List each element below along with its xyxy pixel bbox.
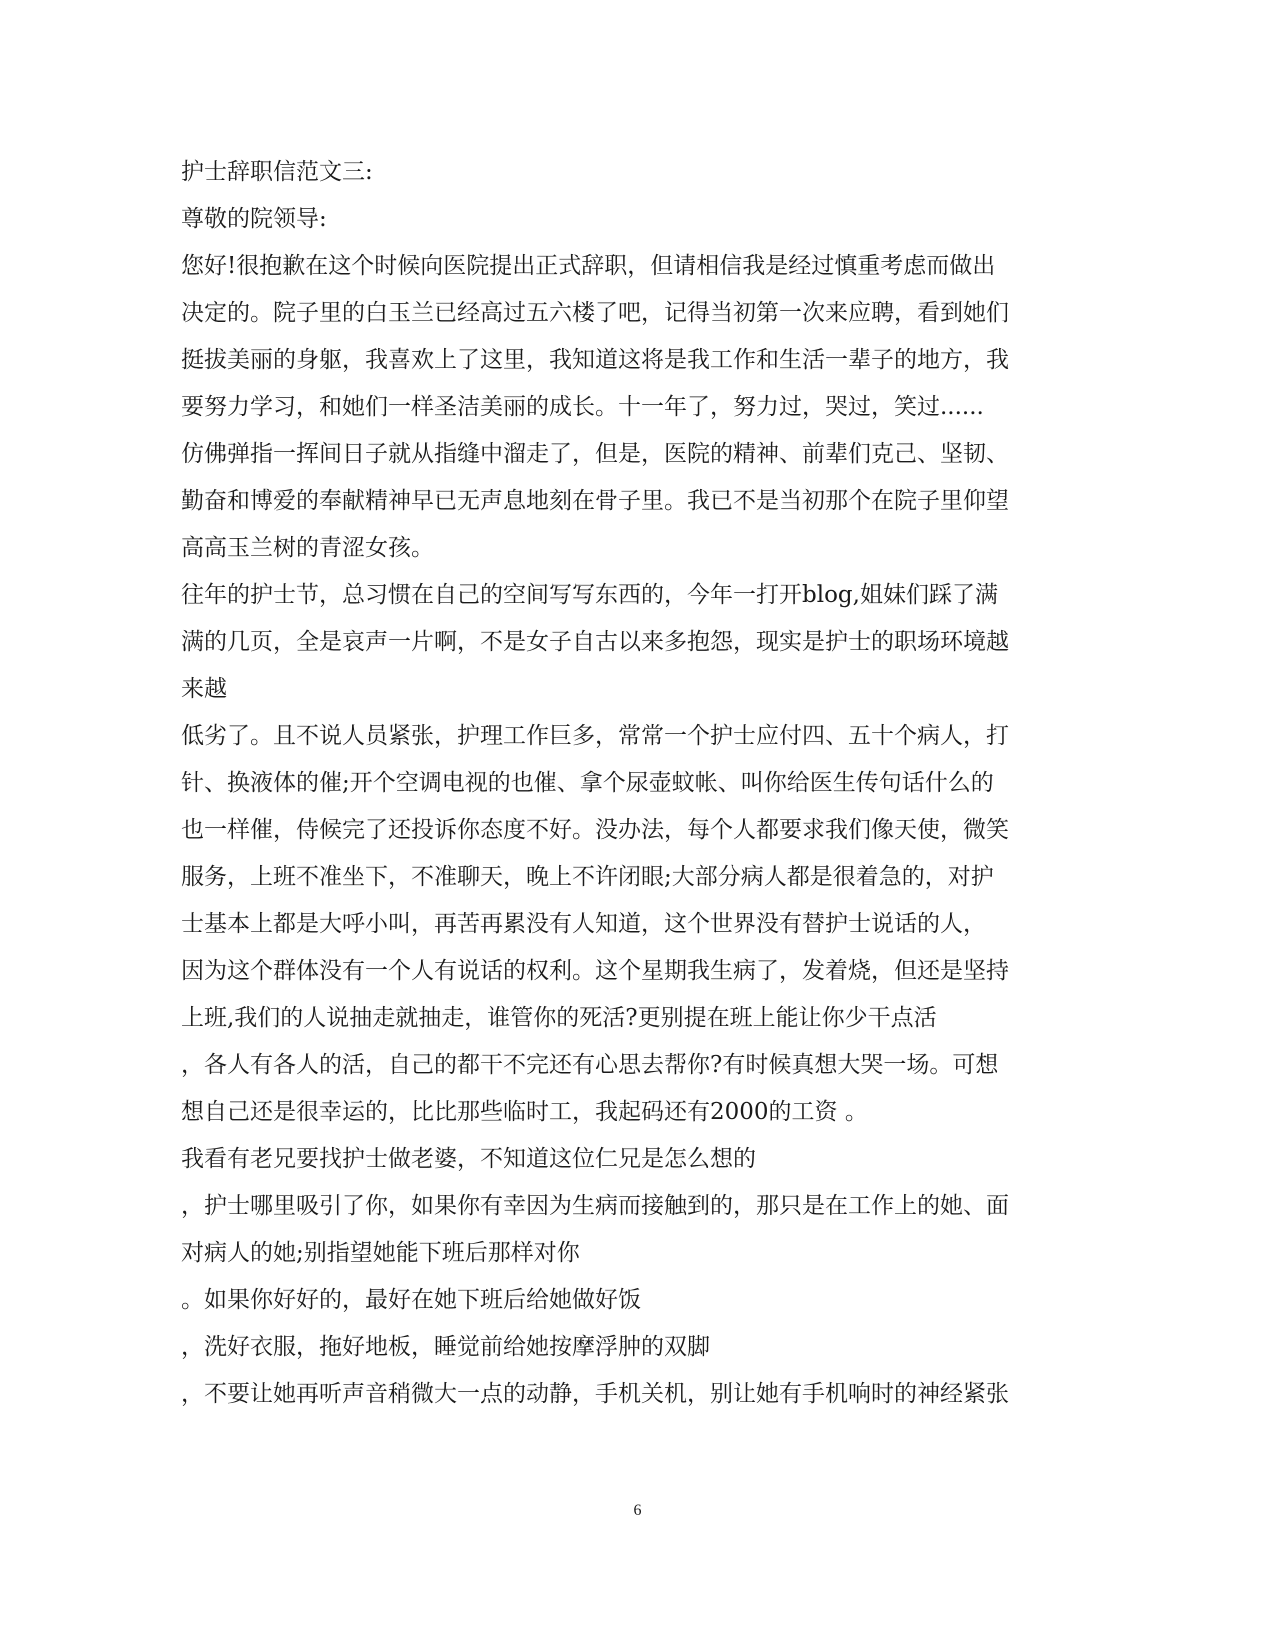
page-number: 6 [633,1502,642,1519]
body-line: 服务，上班不准坐下，不准聊天，晚上不许闭眼;大部分病人都是很着急的，对护 [181,864,994,890]
body-line: ，护士哪里吸引了你，如果你有幸因为生病而接触到的，那只是在工作上的她、面 [181,1193,1009,1219]
body-line: ，各人有各人的活，自己的都干不完还有心思去帮你?有时候真想大哭一场。可想 [181,1052,999,1078]
body-line: 高高玉兰树的青涩女孩。 [181,535,434,561]
body-line: 我看有老兄要找护士做老婆，不知道这位仁兄是怎么想的 [181,1146,756,1172]
body-line: 您好!很抱歉在这个时候向医院提出正式辞职，但请相信我是经过慎重考虑而做出 [181,253,996,279]
body-line: 决定的。院子里的白玉兰已经高过五六楼了吧，记得当初第一次来应聘，看到她们 [181,300,1009,326]
body-line: ，洗好衣服，拖好地板，睡觉前给她按摩浮肿的双脚 [181,1334,710,1360]
letter-heading: 护士辞职信范文三: [181,159,373,185]
body-line: 挺拔美丽的身躯，我喜欢上了这里，我知道这将是我工作和生活一辈子的地方，我 [181,347,1009,373]
body-line: ，不要让她再听声音稍微大一点的动静，手机关机，别让她有手机响时的神经紧张 [181,1381,1009,1407]
body-line: 针、换液体的催;开个空调电视的也催、拿个尿壶蚊帐、叫你给医生传句话什么的 [181,770,994,796]
body-line: 想自己还是很幸运的，比比那些临时工，我起码还有2000的工资 。 [181,1099,868,1125]
body-line: 勤奋和博爱的奉献精神早已无声息地刻在骨子里。我已不是当初那个在院子里仰望 [181,488,1009,514]
body-line: 往年的护士节，总习惯在自己的空间写写东西的，今年一打开blog,姐妹们踩了满 [181,582,998,608]
body-line: 要努力学习，和她们一样圣洁美丽的成长。十一年了，努力过，哭过，笑过...... [181,394,984,420]
body-line: 士基本上都是大呼小叫，再苦再累没有人知道，这个世界没有替护士说话的人， [181,911,986,937]
body-line: 满的几页，全是哀声一片啊，不是女子自古以来多抱怨，现实是护士的职场环境越 [181,629,1009,655]
body-line: 。如果你好好的，最好在她下班后给她做好饭 [181,1287,641,1313]
salutation: 尊敬的院领导: [181,206,327,232]
body-line: 对病人的她;别指望她能下班后那样对你 [181,1240,580,1266]
body-line: 低劣了。且不说人员紧张，护理工作巨多，常常一个护士应付四、五十个病人，打 [181,723,1009,749]
body-line: 来越 [181,676,227,702]
body-line: 仿佛弹指一挥间日子就从指缝中溜走了，但是，医院的精神、前辈们克己、坚韧、 [181,441,1009,467]
body-line: 因为这个群体没有一个人有说话的权利。这个星期我生病了，发着烧，但还是坚持 [181,958,1009,984]
body-line: 上班,我们的人说抽走就抽走，谁管你的死活?更别提在班上能让你少干点活 [181,1005,937,1031]
body-line: 也一样催，侍候完了还投诉你态度不好。没办法，每个人都要求我们像天使，微笑 [181,817,1009,843]
